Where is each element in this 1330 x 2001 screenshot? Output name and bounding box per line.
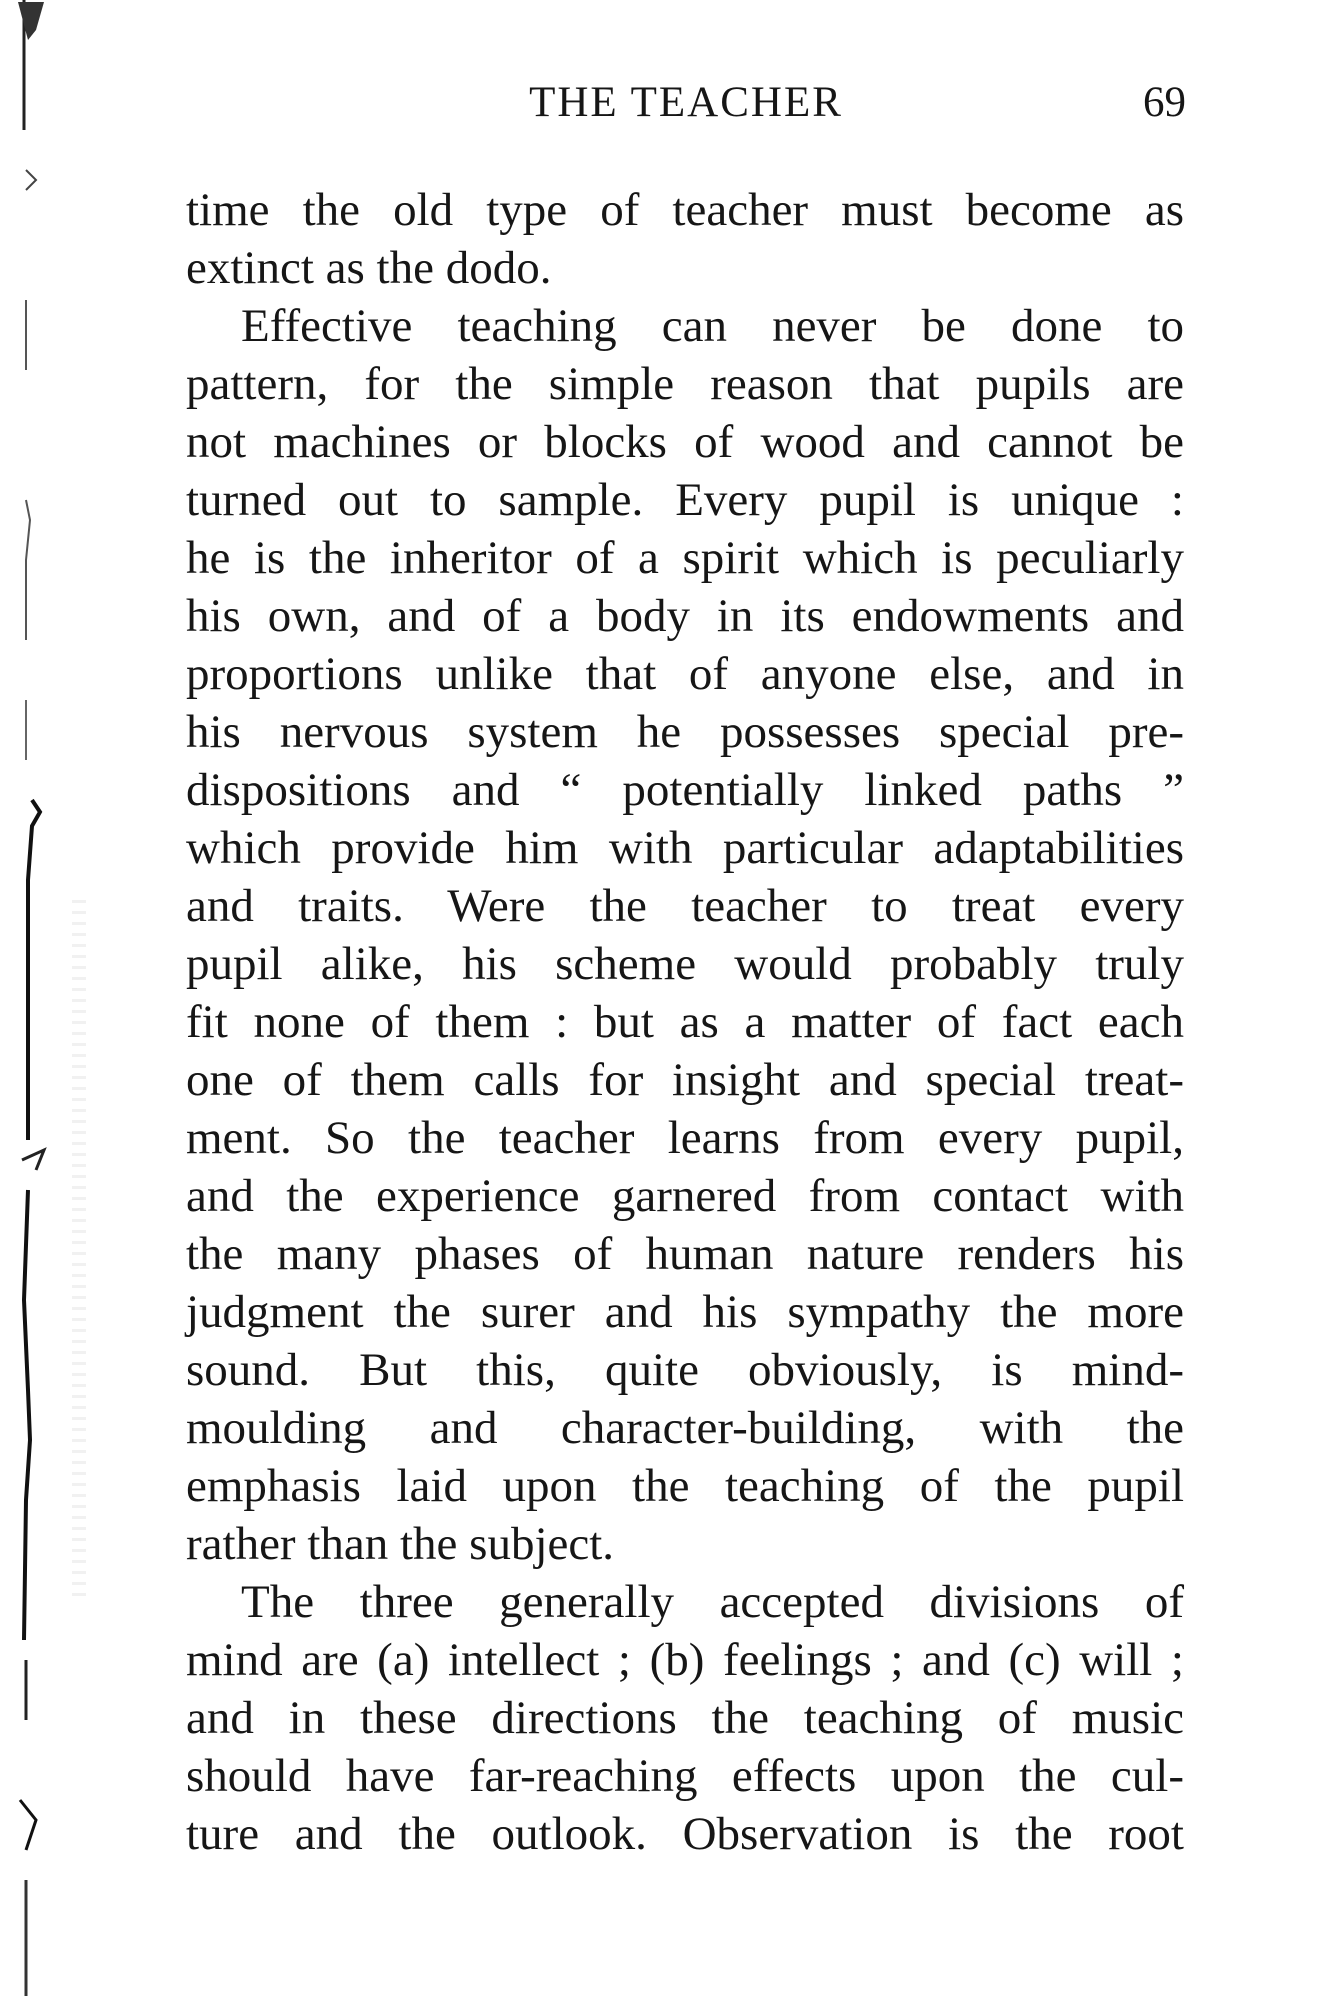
text-line: mind are (a) intellect ; (b) feelings ; and (c) will ; — [186, 1634, 1184, 1686]
text-line: his nervous system he possesses special pre- — [186, 706, 1184, 758]
text-line: and traits. Were the teacher to treat every — [186, 880, 1184, 932]
text-line: emphasis laid upon the teaching of the pupil — [186, 1460, 1184, 1512]
text-line: Effective teaching can never be done to — [241, 300, 1184, 352]
text-line: ment. So the teacher learns from every pupil, — [186, 1112, 1184, 1164]
binding-edge-marks — [14, 0, 50, 1996]
text-line: pattern, for the simple reason that pupils are — [186, 358, 1184, 410]
text-line: and in these directions the teaching of music — [186, 1692, 1184, 1744]
text-line: proportions unlike that of anyone else, and in — [186, 648, 1184, 700]
text-line: one of them calls for insight and special treat- — [186, 1054, 1184, 1106]
text-line: The three generally accepted divisions of — [241, 1576, 1184, 1628]
text-line: moulding and character-building, with the — [186, 1402, 1184, 1454]
text-line: the many phases of human nature renders his — [186, 1228, 1184, 1280]
page-number: 69 — [1143, 79, 1186, 126]
text-line: he is the inheritor of a spirit which is peculiarly — [186, 532, 1184, 584]
text-line: which provide him with particular adaptabilities — [186, 822, 1184, 874]
text-line: rather than the subject. — [186, 1518, 615, 1570]
scan-noise — [72, 900, 86, 1600]
body-text — [186, 181, 1184, 1863]
text-line: ture and the outlook. Observation is the root — [186, 1808, 1184, 1860]
text-line: extinct as the dodo. — [186, 242, 552, 294]
text-line: and the experience garnered from contact with — [186, 1170, 1184, 1222]
text-line: time the old type of teacher must become as — [186, 184, 1184, 236]
page-header — [186, 78, 1186, 138]
text-line: turned out to sample. Every pupil is unique : — [186, 474, 1184, 526]
text-line: not machines or blocks of wood and cannot be — [186, 416, 1184, 468]
text-line: judgment the surer and his sympathy the more — [186, 1286, 1184, 1338]
running-head: THE TEACHER — [529, 79, 843, 126]
text-line: his own, and of a body in its endowments and — [186, 590, 1184, 642]
text-line: dispositions and “ potentially linked paths ” — [186, 764, 1184, 816]
text-line: pupil alike, his scheme would probably truly — [186, 938, 1184, 990]
text-line: fit none of them : but as a matter of fact each — [186, 996, 1184, 1048]
binding-gutter-shadow — [14, 0, 50, 1996]
text-line: should have far-reaching effects upon the cul- — [186, 1750, 1184, 1802]
text-line: sound. But this, quite obviously, is mind- — [186, 1344, 1184, 1396]
